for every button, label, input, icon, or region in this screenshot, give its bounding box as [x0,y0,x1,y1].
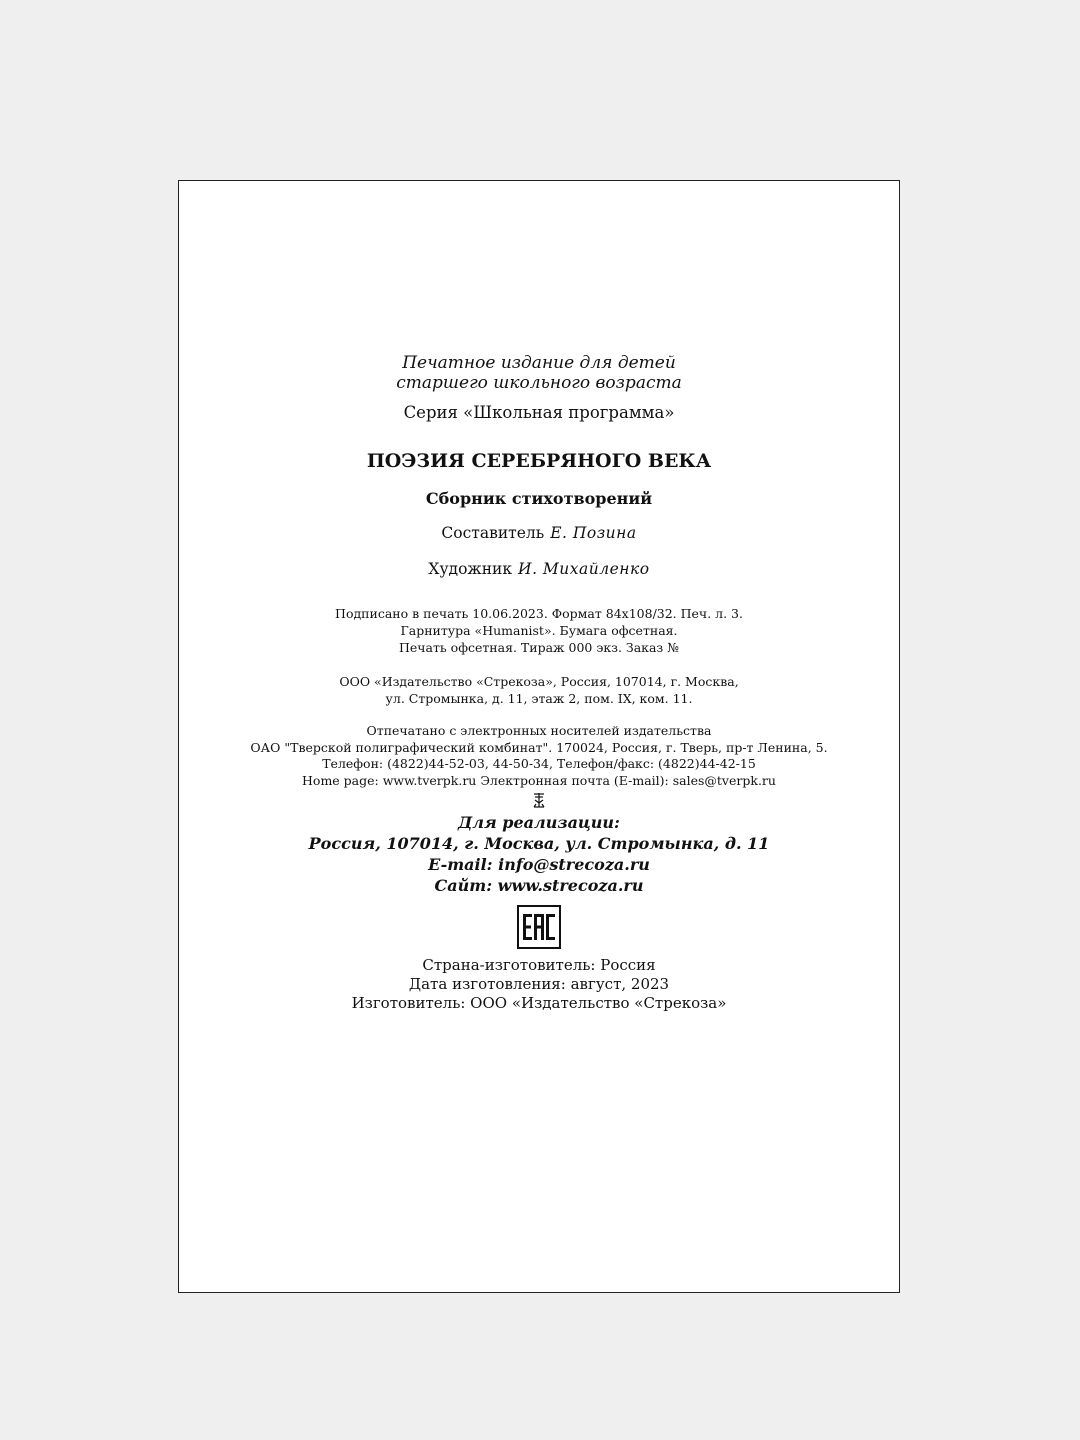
manufacturer-date: Дата изготовления: август, 2023 [408,974,670,993]
printer-logo-icon [532,792,546,808]
audience-line: Печатное издание для детей [402,353,676,373]
manufacturer-info [179,956,899,1013]
artist-name: И. Михайленко [518,560,650,578]
publisher-line: ул. Стромынка, д. 11, этаж 2, пом. IX, ком. 11. [385,691,693,706]
print-detail-line: Печать офсетная. Тираж 000 экз. Заказ № [398,640,680,655]
compiler-credit [179,524,899,542]
book-title: ПОЭЗИЯ СЕРЕБРЯНОГО ВЕКА [366,450,712,472]
manufacturer-country: Страна-изготовитель: Россия [422,955,656,974]
printer-line: Отпечатано с электронных носителей издательства [366,723,712,738]
artist-credit [179,560,899,578]
artist-label: Художник [428,560,513,578]
audience-line: старшего школьного возраста [396,373,682,393]
publisher-address [179,673,899,707]
print-details [179,605,899,656]
printer-line: Home page: www.tverpk.ru Электронная почта (E-mail): sales@tverpk.ru [302,773,776,789]
manufacturer-name: Изготовитель: ООО «Издательство «Стрекоза» [351,993,727,1012]
compiler-name: Е. Позина [550,524,637,542]
distribution-website: Сайт: www.strecoza.ru [434,875,644,895]
printer-line: ОАО "Тверской полиграфический комбинат". 170024, Россия, г. Тверь, пр-т Ленина, 5. [250,739,828,755]
book-subtitle: Сборник стихотворений [425,489,653,508]
series-name: Серия «Школьная программа» [403,403,675,422]
distribution-heading: Для реализации: [458,812,620,832]
distribution-email: E-mail: info@strecoza.ru [428,854,650,874]
print-detail-line: Подписано в печать 10.06.2023. Формат 84х108/32. Печ. л. 3. [335,606,743,621]
print-detail-line: Гарнитура «Humanist». Бумага офсетная. [400,623,678,638]
distribution-info [179,812,899,896]
compiler-label: Составитель [441,524,545,542]
eac-mark-icon [517,905,561,949]
imprint-content [179,353,899,1013]
publisher-line: ООО «Издательство «Стрекоза», Россия, 107014, г. Москва, [339,674,739,689]
book-imprint-page [178,180,900,1293]
printer-line: Телефон: (4822)44-52-03, 44-50-34, Телефон/факс: (4822)44-42-15 [322,756,756,772]
audience-note [179,353,899,393]
distribution-address: Россия, 107014, г. Москва, ул. Стромынка, д. 11 [308,833,770,853]
printer-details [179,723,899,790]
